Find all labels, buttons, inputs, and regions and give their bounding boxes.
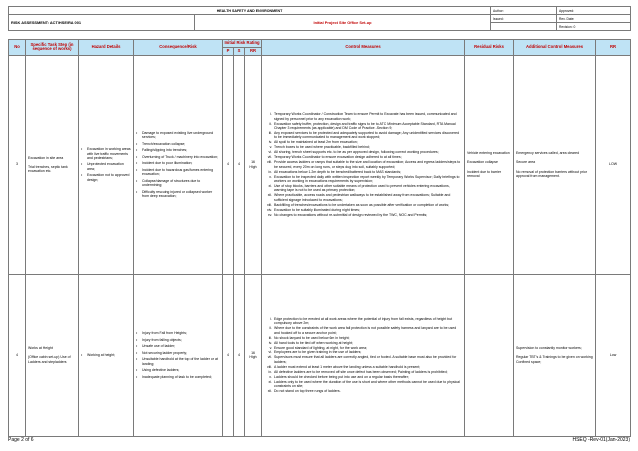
consequence-item: • Injury from Fall from Heights; — [136, 331, 220, 335]
control-item: iv. All hand tools to be tied off when working at height; — [268, 340, 353, 345]
col-residual: Residual Risks — [465, 40, 514, 56]
col-additional: Additional Control Measures — [514, 40, 596, 56]
additional-item: Supervision to constantly monitor workers; — [516, 346, 582, 351]
risk-table — [8, 39, 631, 437]
control-item: vii. Temporary Works Coordinator to ensure excavation design adhered to at all times; — [267, 155, 402, 160]
control-item: ix. All excavations below 1.2m depth to be benched/battered back to MAS standards; — [268, 169, 402, 174]
consequence-item: • Not securing ladder property; — [136, 351, 220, 355]
consequence-item: • Incident due to hazardous gas/fumes entering excavation; — [136, 168, 220, 177]
additional-item: Regular TBT's & Trainings to be given on working Confined space; — [516, 355, 593, 364]
col-s: S — [234, 47, 245, 55]
consequence-item: • Damage to exposed existing live underground services; — [136, 131, 220, 140]
col-hazard: Hazard Details — [79, 40, 134, 56]
row-number: 4 — [9, 274, 26, 436]
rating-p: 4 — [223, 55, 234, 274]
control-cell — [262, 55, 465, 274]
control-item: iii. No shock lanyard to be used below 6m in height; — [268, 335, 350, 340]
consequence-item: • Using defective ladders; — [136, 368, 220, 372]
control-item: xv. No changes to excavations without re-submittal of design reviewed by the TWC, NOC and Permits; — [267, 212, 428, 217]
control-item: vi. All shoring, trench sheet supports etc. to be as per approved design, following correct working procedures; — [268, 150, 439, 155]
rating-rr: 16 High — [245, 55, 262, 274]
document-title: Initial Project Site Office Set-up — [195, 15, 491, 31]
issued-value — [491, 23, 557, 31]
hazard-item: • Excavation not to approved design; — [81, 173, 131, 182]
table-row — [9, 274, 631, 436]
control-item: iv. All spoil to be maintained at least 2m from excavation; — [268, 140, 358, 145]
rating-p: 4 — [223, 274, 234, 436]
control-item: i. Edge protection to be erected at all work areas where the potential of injury from fall exists, regardless of height but compulsory above 2m; — [270, 316, 453, 326]
form-reference: HSEQ -Rev-01(Jan-2023) — [572, 437, 630, 443]
control-item: i. Temporary Works Coordinator / Construction Team to ensure Permit to Excavate has been issued, communicated and signed by personnel prior to any excavation work; — [270, 112, 457, 121]
residual-item: Excavation collapse — [467, 160, 498, 165]
col-task: Specific Task Step (in sequence of works) — [26, 40, 79, 56]
hazard-item: • Excavation in working areas with live traffic movements and pedestrians; — [81, 147, 131, 160]
residual-rating: LOW — [596, 55, 631, 274]
consequence-cell — [134, 55, 223, 274]
consequence-item: • Overturning of Truck / machinery into excavation; — [136, 155, 220, 159]
task-line: Works at Height — [28, 346, 53, 351]
col-rr2: RR — [596, 40, 631, 56]
control-item: ii. Where due to the constraints of the work area fall protection is not possible safety harness and lanyard are to be used and hooked off to a secure anchor point; — [269, 326, 457, 335]
control-item: iii. Any exposed services to be protected and adequately supported to avoid damage; Any unidentified services discovered to be immediately communicated to management and work stopped; — [268, 131, 460, 140]
control-item: x. Ladders should be checked before being put into use and on a regular basis thereafter; — [269, 374, 409, 379]
additional-cell — [514, 274, 596, 436]
consequence-item: • Injury from falling objects; — [136, 338, 220, 342]
col-no: No — [9, 40, 26, 56]
consequence-item: • Unsuitable handhold at the top of the ladder or at landing; — [136, 357, 220, 366]
control-cell — [262, 274, 465, 436]
risk-assessment-ref: RISK ASSESSMENT: ACT/HSE/RA 001 — [9, 15, 195, 31]
task-line: (Office cabin set-up) Use of Ladders and stepladders — [28, 355, 71, 364]
control-item: xii. Do not stand on top three rungs of ladders. — [267, 389, 341, 394]
residual-item: Vehicle entering excavation — [467, 150, 510, 155]
consequence-item: • Falling/slipping into trenches; — [136, 148, 220, 152]
control-item: xiii. Backfilling of trenches/excavations to be undertaken as soon as possible after verification or completion of works; — [266, 202, 450, 207]
residual-cell — [465, 274, 514, 436]
consequence-item: • Incident due to poor illumination; — [136, 161, 220, 165]
residual-rating: Low — [596, 274, 631, 436]
row-number: 3 — [9, 55, 26, 274]
control-item: ix. All defective ladders are to be removed off site once defect has been observed; Painting of ladders is prohibited; — [268, 369, 448, 374]
document-header — [8, 6, 631, 31]
hazard-item: • Unprotected excavation area; — [81, 162, 131, 171]
rating-s: 4 — [234, 274, 245, 436]
consequence-item: • Inadequate planning of task to be completed; — [136, 375, 220, 379]
control-item: v. Ensure good standard of lighting, at night, for the work area; — [269, 345, 368, 350]
consequence-item: • Collapse/damage of structures due to undermining; — [136, 179, 220, 188]
control-item: ii. Excavation safety buffer, protection, design and traffic signs to be to ATC Minimum Acceptable Standard, RTA Manual Chapter 3 requirements (as applicable) and DM Code of Practice -Section 9; — [269, 121, 456, 131]
col-initial-rating: Initial Risk Rating — [223, 40, 262, 48]
task-line: Excavation in site area — [28, 155, 64, 160]
hazard-item: • Working at height; — [81, 353, 131, 357]
control-item: viii. Provide access ladders or ramps that suitable to the size and location of excavation; Access and egress ladders/steps to be secured, every 20m on long runs, or steps dug into soil, suitably supported; — [266, 160, 461, 169]
col-rr: RR — [245, 47, 262, 55]
section-title: HEALTH SAFETY AND ENVIRONMENT — [9, 7, 491, 15]
col-consequence: Consequence/Risk — [134, 40, 223, 56]
additional-item: Emergency services called, area cleared — [516, 150, 580, 155]
col-p: P — [223, 47, 234, 55]
control-item: x. Excavation to be inspected daily with written inspection report weekly by Temporary Works Supervisor; Daily briefings to workers on working in excavations requirements by supervision; — [269, 174, 460, 183]
author-label: Author: — [491, 7, 557, 15]
issued-label: Issued: — [491, 15, 557, 23]
consequence-item: • Trench/excavation collapse; — [136, 142, 220, 146]
additional-item: Secure area — [516, 160, 536, 165]
consequence-cell — [134, 274, 223, 436]
rev-date-label: Rev. Date: — [557, 15, 631, 23]
residual-item: Incident due to barrier removal — [467, 169, 502, 179]
table-row — [9, 55, 631, 274]
control-item: vi. Employees are to be given training in the use of ladders; — [268, 350, 362, 355]
additional-cell — [514, 55, 596, 274]
task-line: Trial trenches, septic tank excavation etc. — [28, 164, 68, 174]
control-item: viii. A ladder must extend at least 1 meter above the landing unless a suitable handhold is present; — [266, 364, 421, 369]
control-item: xii. Where practicable, access roads and pedestrian walkways to be established away from excavations; Suitable and sufficient signage introduced to excavations; — [267, 193, 451, 202]
control-item: vii. Supervisors must ensure that all ladders are correctly angled, tied or footed. A suitable base must also be provided for ladders; — [267, 355, 457, 364]
consequence-item: • Unsafe use of ladder; — [136, 344, 220, 348]
consequence-item: • Difficulty rescuing injured or collapsed worker from deep excavation; — [136, 190, 220, 199]
control-item: v. Trench boxes to be used where practicable, backfilled behind; — [269, 145, 370, 150]
page-number: Page 2 of 6 — [8, 437, 34, 443]
revision-label: Revision: 0 — [557, 23, 631, 31]
task-cell — [26, 274, 79, 436]
control-item: xi. Use of stop blocks, barriers and other suitable means of protection used to prevent vehicles entering excavations, warning tape is not to be used as primary protection; — [268, 183, 450, 193]
additional-item: No removal of protection barriers without prior approval from management. — [516, 169, 588, 179]
rating-rr: 16 High — [245, 274, 262, 436]
hazard-cell — [79, 55, 134, 274]
control-item: xiv. Excavation to be suitably illuminated during night times; — [267, 207, 361, 212]
approved-label: Approved: — [557, 7, 631, 15]
task-cell — [26, 55, 79, 274]
hazard-cell — [79, 274, 134, 436]
residual-cell — [465, 55, 514, 274]
rating-s: 4 — [234, 55, 245, 274]
control-item: xi. Ladders only to be used where the duration of the use is short and where other methods cannot be used due to physical constraints on site; — [268, 379, 460, 389]
col-control: Control Measures — [262, 40, 465, 56]
